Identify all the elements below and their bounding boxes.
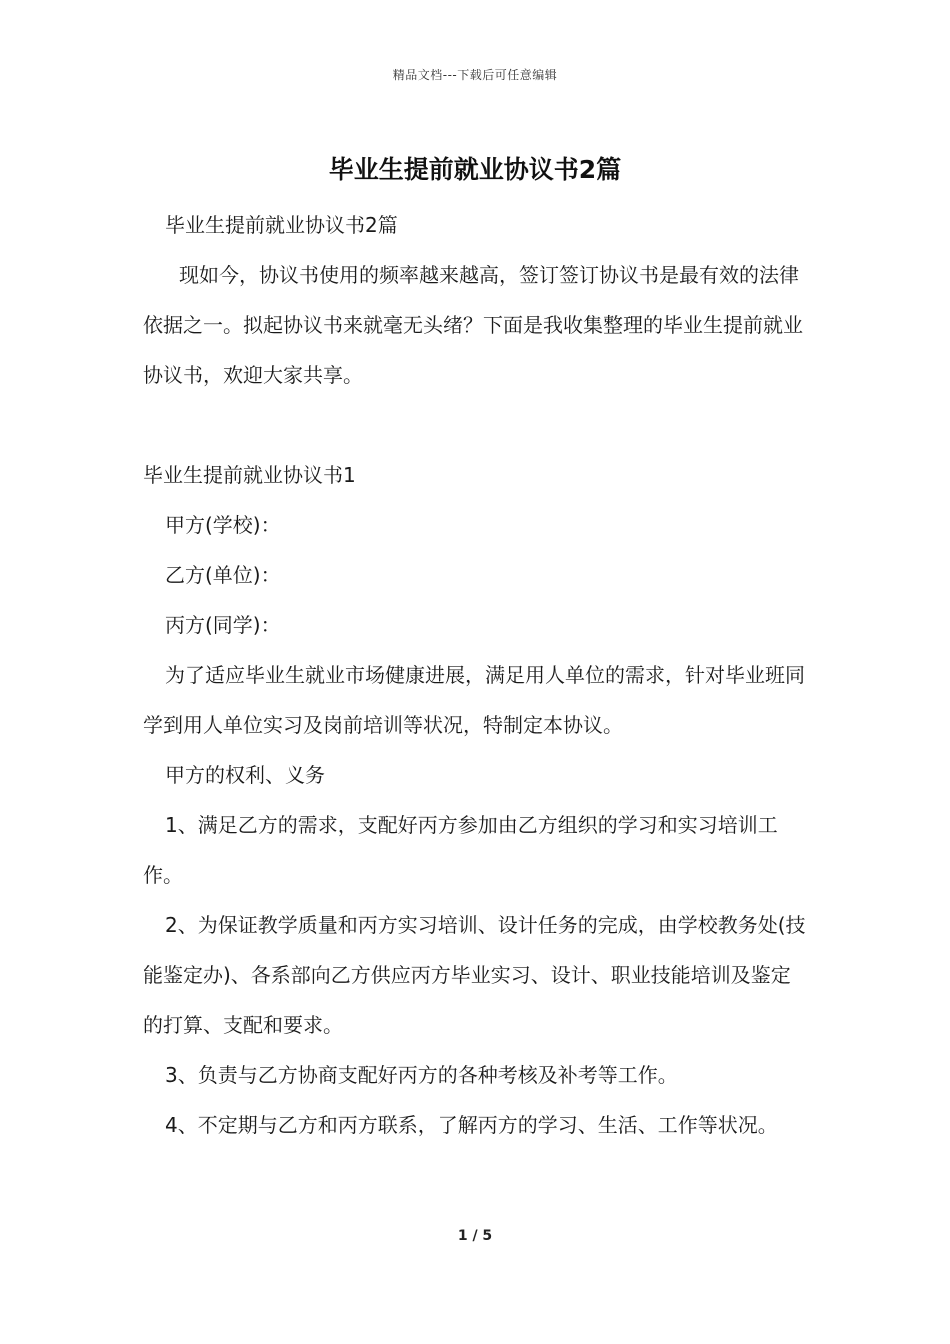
section-title: 毕业生提前就业协议书1 [143, 463, 356, 487]
list-item: 4、不定期与乙方和丙方联系，了解丙方的学习、生活、工作等状况。 [165, 1113, 778, 1137]
list-item: 2、为保证教学质量和丙方实习培训、设计任务的完成，由学校教务处(技能鉴定办)、各系部向乙方供应丙方毕业实习、设计、职业技能培训及鉴定的打算、支配和要求。 [143, 913, 806, 1037]
rights-heading: 甲方的权利、义务 [165, 763, 325, 787]
page-header: 精品文档---下载后可任意编辑 [392, 68, 558, 82]
list-item: 3、负责与乙方协商支配好丙方的各种考核及补考等工作。 [165, 1063, 678, 1087]
document-subtitle: 毕业生提前就业协议书2篇 [165, 213, 398, 237]
list-item: 1、满足乙方的需求，支配好丙方参加由乙方组织的学习和实习培训工作。 [143, 813, 778, 887]
party-c-line: 丙方(同学)： [165, 613, 281, 637]
party-a-line: 甲方(学校)： [165, 513, 281, 537]
document-title: 毕业生提前就业协议书2篇 [328, 155, 622, 184]
document-body [143, 200, 807, 1150]
blank-line [143, 400, 807, 450]
intro-paragraph: 现如今，协议书使用的频率越来越高，签订签订协议书是最有效的法律依据之一。拟起协议书来就毫无头绪？下面是我收集整理的毕业生提前就业协议书，欢迎大家共享。 [143, 263, 803, 387]
page-number: 1 / 5 [457, 1228, 493, 1244]
purpose-paragraph: 为了适应毕业生就业市场健康进展，满足用人单位的需求，针对毕业班同学到用人单位实习及岗前培训等状况，特制定本协议。 [143, 663, 805, 737]
party-b-line: 乙方(单位)： [165, 563, 281, 587]
